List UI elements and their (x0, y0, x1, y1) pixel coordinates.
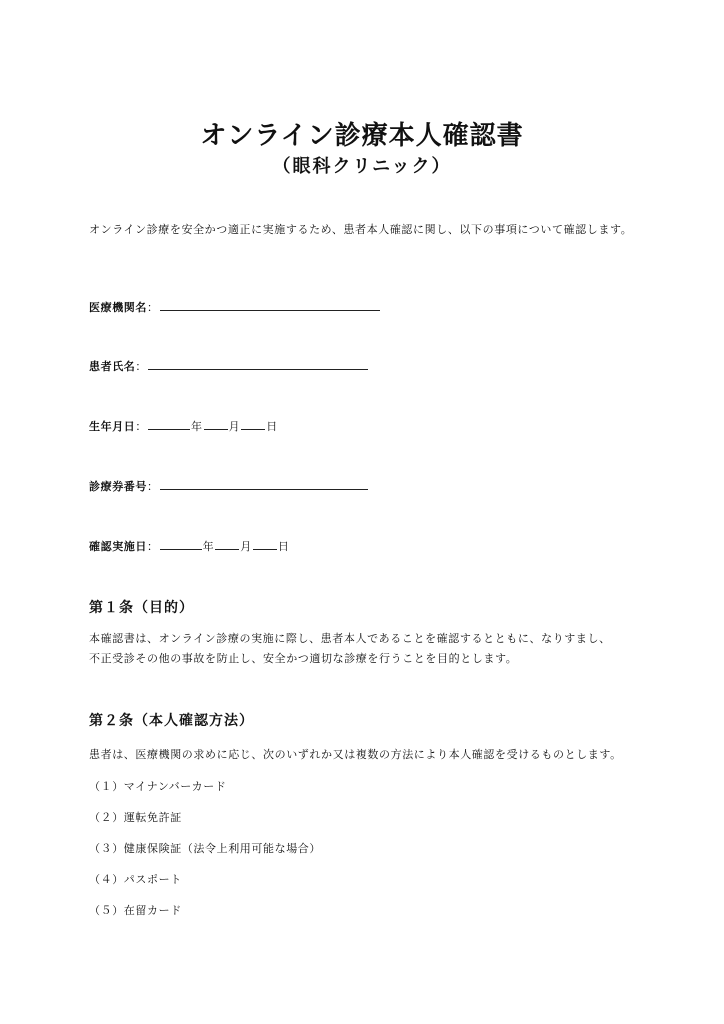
birth-date-separator: ： (135, 420, 148, 433)
ticket-number-label: 診療券番号 (89, 480, 147, 493)
article2-heading: 第２条（本人確認方法） (89, 713, 254, 729)
patient-name-separator: ： (135, 360, 148, 373)
intro-paragraph: オンライン診療を安全かつ適正に実施するため、患者本人確認に関し、以下の事項について確認します。 (89, 223, 633, 236)
patient-name-field (89, 357, 369, 375)
birth-month-blank[interactable] (204, 417, 228, 430)
facility-name-field (89, 298, 381, 316)
confirm-year-blank[interactable] (160, 537, 202, 550)
list-item: （４）パスポート (89, 873, 182, 886)
confirm-date-label: 確認実施日 (89, 540, 147, 553)
birth-year-blank[interactable] (148, 417, 190, 430)
facility-name-blank[interactable] (160, 298, 380, 311)
document-subtitle: （眼科クリニック） (272, 156, 452, 177)
facility-name-label: 医療機関名 (89, 301, 147, 314)
confirm-month-blank[interactable] (215, 537, 239, 550)
ticket-number-blank[interactable] (160, 477, 368, 490)
patient-name-label: 患者氏名 (89, 360, 136, 373)
list-item: （１）マイナンバーカード (89, 780, 227, 793)
ticket-number-field (89, 477, 369, 495)
confirm-date-separator: ： (147, 540, 159, 553)
birth-day-blank[interactable] (241, 417, 265, 430)
birth-year-unit: 年 (191, 420, 203, 433)
ticket-number-separator: ： (147, 480, 159, 493)
list-item: （２）運転免許証 (89, 811, 182, 824)
confirm-month-unit: 月 (240, 540, 252, 553)
patient-name-blank[interactable] (148, 357, 368, 370)
document-title: オンライン診療本人確認書 (200, 121, 524, 151)
confirm-day-blank[interactable] (253, 537, 277, 550)
confirm-day-unit: 日 (277, 540, 290, 553)
list-item: （３）健康保険証（法令上利用可能な場合） (89, 842, 321, 855)
article1-line1: 本確認書は、オンライン診療の実施に際し、患者本人であることを確認するとともに、なりすまし、 (89, 632, 611, 645)
article1-line2: 不正受診その他の事故を防止し、安全かつ適切な診療を行うことを目的とします。 (89, 652, 518, 665)
confirm-year-unit: 年 (202, 540, 215, 553)
list-item: （５）在留カード (89, 904, 182, 917)
confirm-date-field (89, 537, 289, 555)
article1-heading: 第１条（目的） (89, 600, 194, 616)
birth-date-label: 生年月日 (89, 420, 136, 433)
birth-day-unit: 日 (266, 420, 278, 433)
birth-month-unit: 月 (228, 420, 241, 433)
birth-date-field (89, 417, 278, 435)
article2-text: 患者は、医療機関の求めに応じ、次のいずれか又は複数の方法により本人確認を受けるものとします。 (89, 748, 622, 761)
facility-name-separator: ： (147, 301, 159, 314)
